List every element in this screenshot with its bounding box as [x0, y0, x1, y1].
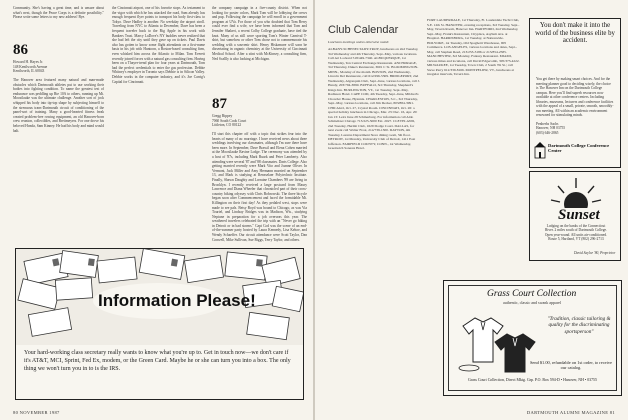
- apparel-illustration: [455, 312, 539, 374]
- ad-body: Lodging on the banks of the Connecticut River. 2 miles south of Dartmouth College. Open year-round. All units air-conditioned. Route 5, Hartland, VT (802) 296-2713: [544, 224, 608, 242]
- correspondent-street: 148 Kenilworth Avenue: [13, 64, 48, 69]
- sunset-sun-icon: [548, 176, 604, 208]
- club-calendar-column-1: ALBANY-SCHENECTADY-TROY, luncheons on 2nd Tuesday, 3rd Wednesday and 4th Thursday, Sept.-May, various locations. Call Art Lockard 518/449-7340. ALBUQUERQUE, 1st Wednesday, Ten Central Exchange Restaurant. ANCHORAGE, 3rd Thursday, Duke's Restaurant, 3601 C St. BLOOMINGTON-MINN., Monday of the month. BOSTON, 2nd Wednesday, Lincoln Del Restaurant, call 612/296-5309. BRIDGEPORT, 2nd Wednesday, Algonquin Club, Sept.-June, various locations, call J. Handy, 203/794-3890. BUFFALO, 3rd Thursday, Shepherd's Kings Inn. BURLINGTON, VT., 1st Tuesday, Sept.-May, Radisson Hotel. CAPE COD, 4th Tuesday, Sept.-June, Mildred's Chowder House, Hyannis. CHARLESTON, S.C., 3rd Thursday, Sept.-May, various locations, call Jim Decker, 803/884-3991. CHICAGO, Oct. 27, Crystal Room. CINCINNATI, Oct. 26: a special holiday luncheon in Chicago, Mar. 23: Dec. 16, Apr. 20: Jan 13: Lexx June 28 Schmerburg. For information call Aldo Schmeltzer Chicago 713/225-5000 Ext. 2027. CLEVELAND, 2nd Tuesday, Hermit Club, 1629 Dodge Court. DALLAS, for next event call Walter Frost, 214/739-1300. DAYTON, 4th Tuesday, Lazarus Department Store dining room, 5th floor. DETROIT, 1st Monday, University Club of Detroit, 1411 East Jefferson. FAIRFIELD COUNTY, CONN., 1st Wednesday, Greenwich Sonesta Hotel.: [328, 47, 420, 150]
- ad-price-line: Send $1.00, refundable on 1st order, to receive our catalog.: [529, 360, 612, 371]
- contact-line: Hanover, NH 03755: [536, 126, 566, 131]
- ad-headline: You don't make it into the world of the business elite by accident.: [535, 22, 615, 45]
- college-building-icon: [534, 141, 546, 159]
- class-notes-column-2: the Cincinnati airport, one of his favorite stops. As testament to the vigor with which he has attacked the road, Sam already has enough frequent flyer points to transport his body first-class to Tokyo. Dave Hadley is another. No weekday the airport stroll. Traveling from NYC to Atlanta to December, Dave has been a frequent traveler back to the Big Apple in his work with Bankers Trust. Marcy LaDove's NY buddies never realized that she had left the city until they gave up on tickets. Paul Davis also has gotten to know some flight attendants on a first-name basis in his job with Huntoon, a Boston-based consulting firm, even whisked him across the Atlantic to Milan. Tom Everett recently joined forces with a natural gas consulting firm. Having been on a Thayer-trend plan for four years at Dartmouth, Tom had the perfect credentials to enter the gas profession. Debbie Whitney's employer in Toronto says Debbie is in Silicon Valley. Debbie works in the computer industry, and it's Joe Carrig's Capital for Cincinnati.: [112, 6, 205, 84]
- ad-logo-text: Dartmouth College Conference Center: [548, 143, 610, 154]
- contact-line: (603) 646-2865: [536, 130, 559, 135]
- class-notes-column-4: I'll start this chapter off with a topic that strikes fear into the hearts of many of us: marriage. I have received news about three weddings involving our classmates, although I'm sure there have been more. In September, Dave Brassil and Elena Cohen married at the Moosilauke Ravine Lodge. The ceremony was attended by a host of '87s, including Mark Ruark and Peter Lamberty. Also attending were several '87 and '88 classmates. Darts College. Also getting married recently were Mark Vito and Joanne Oliver. In Vermont, Jack Miller and Amy Hermann married on September 13, and Mark is studying at Rensselaer Polytechnic Institute. Finally, Shawn Daughty and Lorraine Chambers '89 are living in Brooklyn. I recently received a large postcard from Maury Lawrence and Diana Wheeler that chronicled part of their cross-country biking odyssey with Chris Bobrowski. The three bicycle began soon after Commencement and faced the formidable Mt. Killington on their first day! As they pedaled west, stops were made to see pals. Betsy Boyd was bound to Chicago, as was Via Touriel, and Lindsay Bridges was in Madison, Wis., studying Neptune in preparation for a job overseas this year. The weathered travelers celebrated the trip with an "Never go biking in Detroit or in bad storms." Capt Cod was the scene of an end-of-the-summer party hosted by Laura Kennedy, Lisa Kehoe, and Wendy Schaeffer. Our circuit attendance were Scott Taylor, Dan Conwell, Mike Sullivan, Sue Biggs, Terry Taylor, and others.: [212, 132, 307, 242]
- correspondent-address-86: [13, 60, 104, 74]
- right-page: [315, 0, 628, 420]
- dartmouth-conference-ad: [529, 18, 621, 168]
- ad-quote: "Tradition, classic tailoring & quality for the discriminating sportsperson": [547, 316, 611, 335]
- ad-headline: Information Please!: [98, 291, 256, 310]
- class-notes-column-3: the company campaign in a five-county district. When not looking for poster colors, Mark Tom will be lobbying the crews and pup. Following the campaign he will enroll in a government program at UVa. For those of you who doubted that Tom Berry could ever find a wife, we have been informed that Tom and Jennifer Shakeri, a recent Colby College graduate, have tied the knot. Many of us still wore sporting Tom's Winter Carnival T-shirt, but somehow or other Tom chose not to commemorate his wedding with a souvenir shirt. Henry Hiskamore will soon be dissertating in organic chemistry at the University of Cincinnati Medical School. After a stint with McKinsey, a consulting firm, Ned Scallly is also looking at Michigan.: [212, 6, 307, 61]
- correspondent-city: Littleton, CO 80122: [212, 123, 242, 128]
- folio-right: DARTMOUTH ALUMNI MAGAZINE 81: [526, 410, 615, 415]
- club-calendar-column-2: FORT LAUDERDALE, 1st Thursday, Ft. Lauderdale Yacht Club, S.E. 12th St. HANOVER, evening receptions, 3rd Tuesday, Sept.-May, Tavern Room, Hanover Inn. HARTFORD, 2nd Wednesday, Sept.-May, Frank's Restaurant, Cityplace, Asylum Ave. at Hospital. HARRISBURG, 1st Tuesday, at Nationwide. HOLYOKE, 1st Tuesday, Old Spaghetti Warehouse, 905 Commerce. LOS ANGELES, various locations and dates, Sept.-May, call Stephen Reed, 213/253-3186 or 213/854-2585. MANCHESTER, 3rd Monday, Fantasy Restaurant. MIAMI, various times and locations, call David Edgecomb, 305/373-4222. MILWAUKEE, 1st Tuesday, Town Club, 2 South 7th St.; call Steve Parry 612/339-8166. MONTPELIER, VT., luncheons at irregular intervals, Tavern Inn.: [427, 18, 520, 76]
- ad-inner-border: [448, 285, 617, 391]
- ad-contact: [536, 122, 614, 135]
- sunset-wordmark: Sunset: [558, 207, 600, 223]
- folio-left: 80 NOVEMBER 1987: [13, 410, 60, 415]
- class-number-87: 87: [212, 96, 227, 112]
- ad-title: Grass Court Collection: [487, 289, 577, 299]
- ad-subtitle: authentic, classic and swank apparel: [502, 300, 562, 305]
- club-calendar-intro: Luncheon meetings unless otherwise noted:: [328, 40, 390, 44]
- intro-paragraph: Community. She's having a great time, and is unsure about what's next, though the Peace Corps is a definite possibility." Please write some letters to my new address! Bye.: [13, 6, 104, 20]
- ad-company-address: Grass Court Collection, Direct Mktg. Grp. P.O. Box 594-D • Hanover, NH • 03755: [468, 378, 597, 382]
- correspondent-street: 7060 South Cook Court: [212, 118, 247, 123]
- correspondent-name: Howard H. Hayes Jr.: [13, 60, 44, 64]
- class-number-86: 86: [13, 42, 28, 58]
- ad-body: You get there by making smart choices. And for the meeting planner good to deciding wisely, the choice is The Hanover Inn on the Dartmouth College campus. Here you'll find superb resources now available at other conference centers. Including libraries, museums, lecturers and conference facilities with the appeal of a small, private, smooth, smoothly-run meeting. All within an academic environment renowned for stimulating minds.: [536, 77, 614, 117]
- ad-body: Your hard-working class secretary really wants to know what you're up to. Get in touch now—we don't care if it's AT&T, MCI, Sprint, Fed Ex, modem, or the Green Card. Maybe he or she can turn you into a box. The only thing we won't turn you in to is the IRS.: [24, 350, 291, 372]
- sunset-lodging-ad: [529, 171, 621, 261]
- correspondent-city: Kenilworth, IL 60043: [13, 69, 45, 74]
- correspondent-name: Gregg Rippey: [212, 114, 233, 118]
- class-notes-column-1: The Hanover area featured many natural and man-made obstacles which Dartmouth athletes put to use working their bodies into fighting condition. To name the greatest test of endurance was peddling up Rte 10A to others, running up Mt. Moosilauke was the ultimate challenge. Another sort of jock whipped his body into tip-top shape by subjecting himself to the strenuous trans-Dartmouth circuit of conditioning of the panel-sort of training. Many a good-hearted fitness freak created problem-free rowing equipment, an old Hanover-born crew reunion, collectibles, and Breitmeyers. For one drove his beloved Honda, Sam Kinney. He had his body and mind would halt.: [13, 78, 104, 133]
- correspondent-address-87: [212, 114, 307, 128]
- club-calendar-title: Club Calendar: [328, 24, 399, 36]
- ad-credit: David Saylor '80, Proprietor: [574, 251, 616, 255]
- contact-line: Penherbs Sachs: [536, 122, 559, 126]
- grass-court-ad: [443, 280, 622, 396]
